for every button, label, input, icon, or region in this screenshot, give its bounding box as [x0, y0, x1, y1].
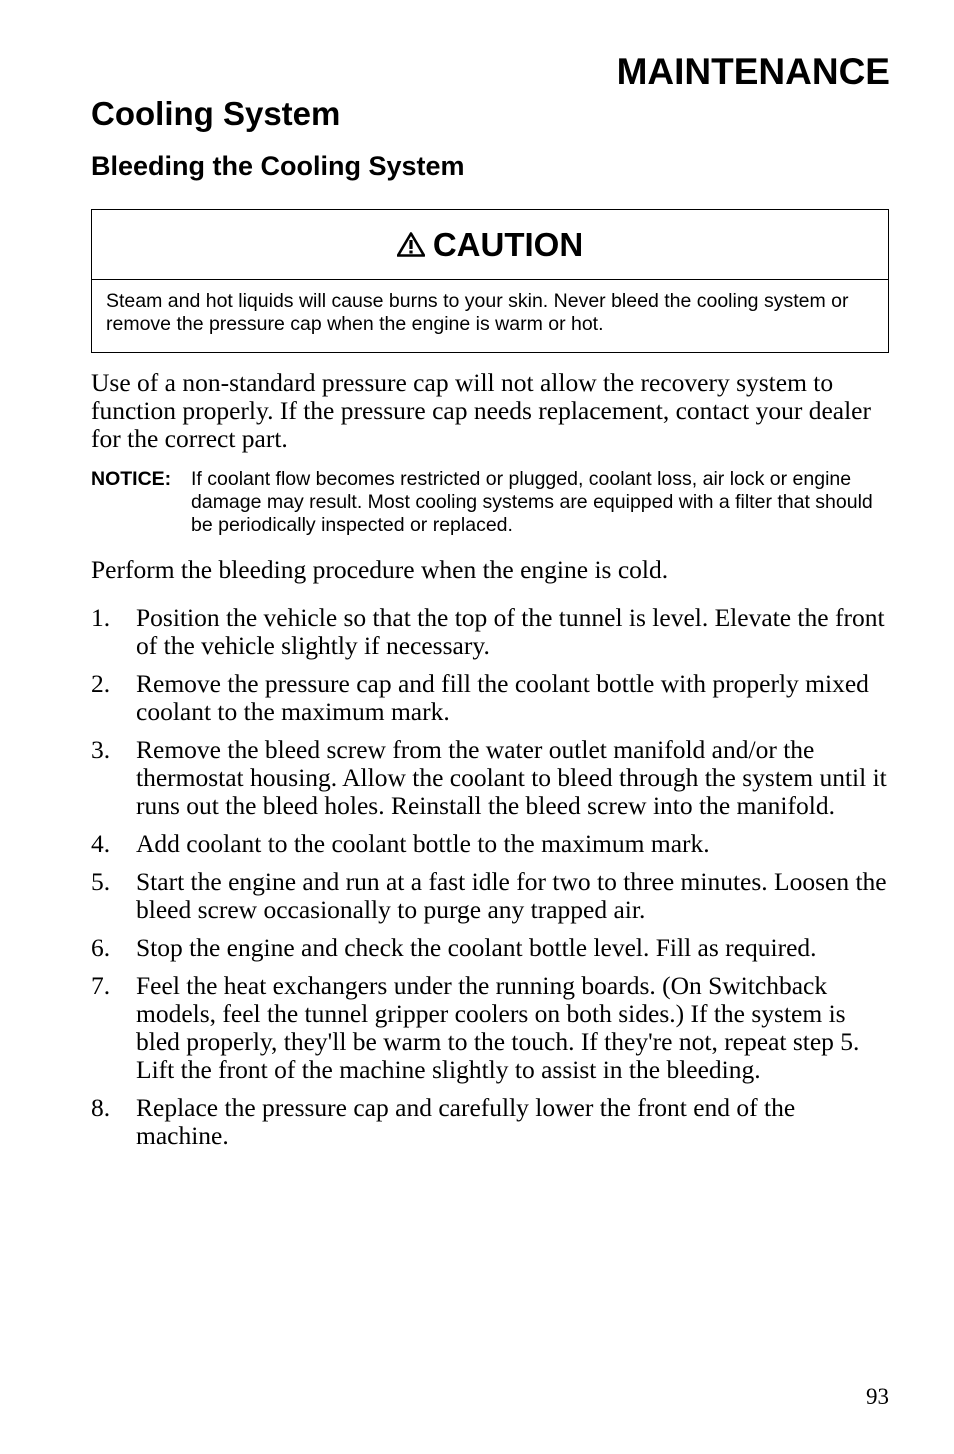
step-number: 2. — [91, 669, 111, 698]
subsection-title: Bleeding the Cooling System — [91, 151, 465, 181]
step-text: Position the vehicle so that the top of the tunnel is level. Elevate the front of the vehicle slightly if necessary. — [136, 603, 885, 660]
step-text: Start the engine and run at a fast idle for two to three minutes. Loosen the bleed screw occasionally to purge any trapped air. — [136, 867, 887, 924]
list-item — [91, 604, 891, 660]
list-item — [91, 830, 891, 858]
step-text: Remove the bleed screw from the water outlet manifold and/or the thermostat housing. Allow the coolant to bleed through the system until it runs out the bleed holes. Reinstall the bleed screw into the manifold. — [136, 735, 887, 820]
step-number: 8. — [91, 1093, 111, 1122]
list-item — [91, 972, 891, 1084]
list-item — [91, 670, 891, 726]
caution-box — [91, 209, 889, 353]
step-text: Add coolant to the coolant bottle to the maximum mark. — [136, 829, 710, 858]
step-number: 5. — [91, 867, 111, 896]
procedure-intro: Perform the bleeding procedure when the engine is cold. — [91, 555, 669, 584]
caution-header — [92, 210, 888, 280]
step-text: Replace the pressure cap and carefully lower the front end of the machine. — [136, 1093, 796, 1150]
step-number: 7. — [91, 971, 111, 1000]
section-title: Cooling System — [91, 95, 341, 132]
step-number: 3. — [91, 735, 111, 764]
step-text: Feel the heat exchangers under the running boards. (On Switchback models, feel the tunnel gripper coolers on both sides.) If the system is bled properly, they'll be warm to the touch. If they're not, repeat step 5. Lift the front of the machine slightly to assist in the bleeding. — [136, 971, 860, 1084]
notice-label: NOTICE: — [91, 468, 172, 490]
caution-label: CAUTION — [432, 225, 584, 263]
list-item — [91, 736, 891, 820]
list-item — [91, 868, 891, 924]
step-text: Remove the pressure cap and fill the coolant bottle with properly mixed coolant to the maximum mark. — [136, 669, 869, 726]
notice-block — [91, 468, 891, 537]
step-number: 4. — [91, 829, 111, 858]
caution-text: Steam and hot liquids will cause burns to your skin. Never bleed the cooling system or remove the pressure cap when the engine is warm or hot. — [106, 290, 849, 335]
step-number: 1. — [91, 603, 111, 632]
chapter-title: MAINTENANCE — [616, 51, 890, 92]
list-item — [91, 1094, 891, 1150]
intro-paragraph: Use of a non-standard pressure cap will not allow the recovery system to function properly. If the pressure cap needs replacement, contact your dealer for the correct part. — [91, 368, 871, 453]
warning-triangle-icon — [397, 232, 425, 257]
step-number: 6. — [91, 933, 111, 962]
page-number: 93 — [866, 1384, 889, 1409]
step-text: Stop the engine and check the coolant bottle level. Fill as required. — [136, 933, 817, 962]
list-item — [91, 934, 891, 962]
notice-text: If coolant flow becomes restricted or plugged, coolant loss, air lock or engine damage may result. Most cooling systems are equipped with a filter that should be periodically inspected or replaced. — [191, 468, 873, 536]
procedure-steps — [91, 604, 891, 1160]
